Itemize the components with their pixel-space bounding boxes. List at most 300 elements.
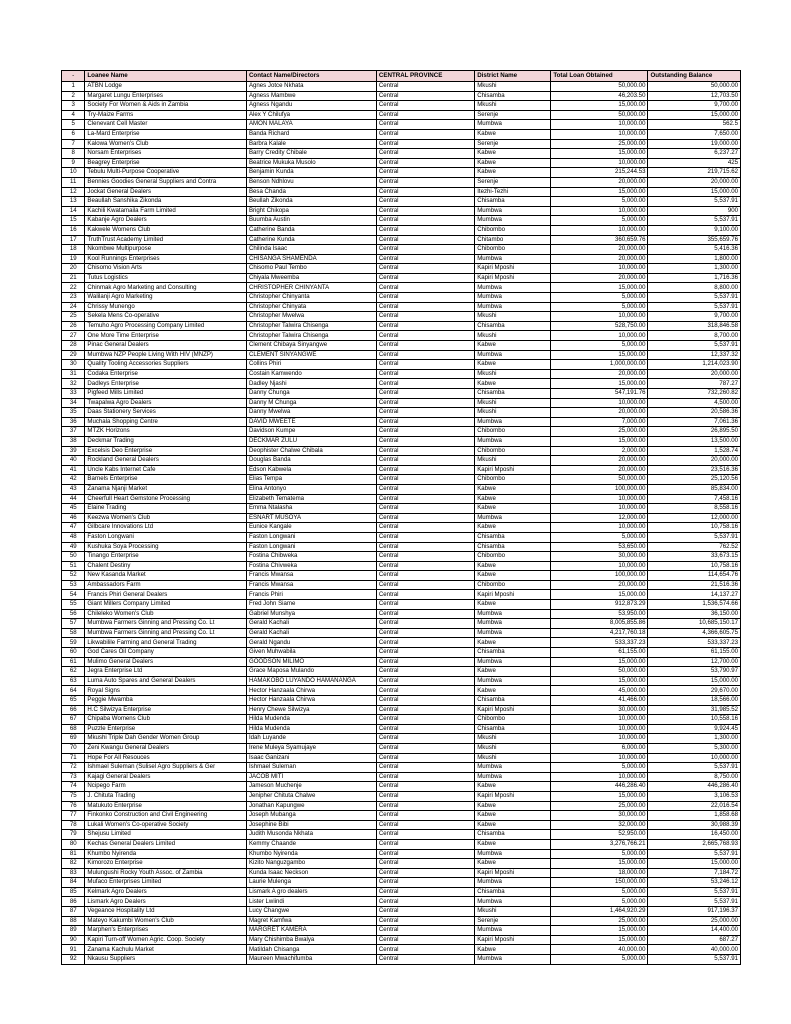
- province-cell: Central: [376, 667, 474, 677]
- header-index: -: [62, 71, 85, 82]
- district-name-cell: Chisamba: [475, 197, 551, 207]
- table-row: [62, 839, 741, 849]
- row-index-cell: 28: [62, 341, 85, 351]
- outstanding-balance-cell: 4,500.00: [648, 398, 741, 408]
- contact-name-cell: Laurie Mulenga: [246, 878, 376, 888]
- outstanding-balance-cell: 12,337.32: [648, 350, 741, 360]
- row-index-cell: 42: [62, 475, 85, 485]
- table-row: [62, 302, 741, 312]
- row-index-cell: 67: [62, 715, 85, 725]
- district-name-cell: Kapiri Mposhi: [475, 264, 551, 274]
- district-name-cell: Kabwe: [475, 811, 551, 821]
- province-cell: Central: [376, 312, 474, 322]
- outstanding-balance-cell: 7,650.00: [648, 129, 741, 139]
- district-name-cell: Mkushi: [475, 456, 551, 466]
- total-loan-cell: 100,000.00: [551, 484, 648, 494]
- loanee-name-cell: Vegeance Hospitality Ltd: [85, 907, 247, 917]
- total-loan-cell: 15,000.00: [551, 101, 648, 111]
- outstanding-balance-cell: 687.27: [648, 935, 741, 945]
- table-row: [62, 638, 741, 648]
- row-index-cell: 53: [62, 580, 85, 590]
- outstanding-balance-cell: 1,800.00: [648, 254, 741, 264]
- row-index-cell: 1: [62, 82, 85, 92]
- row-index-cell: 90: [62, 935, 85, 945]
- contact-name-cell: Agness Mambwe: [246, 91, 376, 101]
- loanee-name-cell: Clenevant Cell Master: [85, 120, 247, 130]
- outstanding-balance-cell: 5,537.91: [648, 849, 741, 859]
- total-loan-cell: 25,000.00: [551, 139, 648, 149]
- table-row: [62, 648, 741, 658]
- table-row: [62, 206, 741, 216]
- outstanding-balance-cell: 318,846.58: [648, 321, 741, 331]
- loanee-name-cell: Kajagi General Dealers: [85, 772, 247, 782]
- province-cell: Central: [376, 513, 474, 523]
- table-row: [62, 580, 741, 590]
- loanee-name-cell: Gilbcare Innovations Ltd: [85, 523, 247, 533]
- loanee-name-cell: Tutus Logistics: [85, 273, 247, 283]
- outstanding-balance-cell: 1,536,574.66: [648, 600, 741, 610]
- loanee-name-cell: H.C Silwizya Enterprise: [85, 705, 247, 715]
- loanee-name-cell: Chinmak Agro Marketing and Consulting: [85, 283, 247, 293]
- contact-name-cell: Beatrice Mukuka Musolo: [246, 158, 376, 168]
- province-cell: Central: [376, 389, 474, 399]
- province-cell: Central: [376, 648, 474, 658]
- table-row: [62, 542, 741, 552]
- loanee-name-cell: Twapalwa Agro Dealers: [85, 398, 247, 408]
- outstanding-balance-cell: 5,537.91: [648, 763, 741, 773]
- total-loan-cell: 5,000.00: [551, 197, 648, 207]
- total-loan-cell: 5,000.00: [551, 293, 648, 303]
- district-name-cell: Kabwe: [475, 600, 551, 610]
- total-loan-cell: 7,000.00: [551, 417, 648, 427]
- row-index-cell: 5: [62, 120, 85, 130]
- loanee-name-cell: Giant Millers Company Limited: [85, 600, 247, 610]
- province-cell: Central: [376, 859, 474, 869]
- row-index-cell: 70: [62, 743, 85, 753]
- loanee-name-cell: Zeni Kwangu General Dealers: [85, 743, 247, 753]
- outstanding-balance-cell: 13,500.00: [648, 436, 741, 446]
- total-loan-cell: 528,750.00: [551, 321, 648, 331]
- total-loan-cell: 15,000.00: [551, 590, 648, 600]
- district-name-cell: Chibombo: [475, 580, 551, 590]
- table-row: [62, 657, 741, 667]
- contact-name-cell: Eunice Kangale: [246, 523, 376, 533]
- loanee-name-cell: Cheerfull Heart Gemstone Processing: [85, 494, 247, 504]
- table-row: [62, 916, 741, 926]
- district-name-cell: Kabwe: [475, 667, 551, 677]
- row-index-cell: 52: [62, 571, 85, 581]
- loanee-name-cell: Shejusu Limited: [85, 830, 247, 840]
- row-index-cell: 56: [62, 609, 85, 619]
- district-name-cell: Kabwe: [475, 379, 551, 389]
- outstanding-balance-cell: 5,537.91: [648, 955, 741, 965]
- district-name-cell: Kabwe: [475, 504, 551, 514]
- province-cell: Central: [376, 590, 474, 600]
- province-cell: Central: [376, 696, 474, 706]
- province-cell: Central: [376, 868, 474, 878]
- contact-name-cell: Benson Ndhlovu: [246, 177, 376, 187]
- district-name-cell: Mumbwa: [475, 436, 551, 446]
- district-name-cell: Chisamba: [475, 724, 551, 734]
- table-row: [62, 321, 741, 331]
- contact-name-cell: Chisomo Paul Tembo: [246, 264, 376, 274]
- row-index-cell: 6: [62, 129, 85, 139]
- outstanding-balance-cell: 9,700.00: [648, 101, 741, 111]
- contact-name-cell: Khumbo Nyirenda: [246, 849, 376, 859]
- contact-name-cell: Agnes Jotce Nkhata: [246, 82, 376, 92]
- total-loan-cell: 446,286.40: [551, 782, 648, 792]
- header-contact-name: Contact Name/Directors: [246, 71, 376, 82]
- contact-name-cell: Josephine Bibi: [246, 820, 376, 830]
- table-row: [62, 868, 741, 878]
- outstanding-balance-cell: 23,516.36: [648, 465, 741, 475]
- table-row: [62, 935, 741, 945]
- contact-name-cell: Francis Phiri: [246, 590, 376, 600]
- table-row: [62, 523, 741, 533]
- row-index-cell: 25: [62, 312, 85, 322]
- district-name-cell: Mumbwa: [475, 302, 551, 312]
- district-name-cell: Mumbwa: [475, 513, 551, 523]
- row-index-cell: 17: [62, 235, 85, 245]
- table-row: [62, 552, 741, 562]
- contact-name-cell: CLEMENT SINYANGWE: [246, 350, 376, 360]
- district-name-cell: Chisamba: [475, 696, 551, 706]
- outstanding-balance-cell: 5,537.91: [648, 532, 741, 542]
- row-index-cell: 37: [62, 427, 85, 437]
- total-loan-cell: 5,000.00: [551, 216, 648, 226]
- total-loan-cell: 15,000.00: [551, 350, 648, 360]
- province-cell: Central: [376, 456, 474, 466]
- table-row: [62, 484, 741, 494]
- district-name-cell: Mumbwa: [475, 283, 551, 293]
- row-index-cell: 89: [62, 926, 85, 936]
- province-cell: Central: [376, 360, 474, 370]
- province-cell: Central: [376, 341, 474, 351]
- loanee-name-cell: Finkonko Construction and Civil Engineering: [85, 811, 247, 821]
- district-name-cell: Kabwe: [475, 686, 551, 696]
- table-row: [62, 168, 741, 178]
- loanee-name-cell: Mateyo Kakumbi Women's Club: [85, 916, 247, 926]
- outstanding-balance-cell: 40,000.00: [648, 945, 741, 955]
- outstanding-balance-cell: 787.27: [648, 379, 741, 389]
- loanee-name-cell: Rockland General Dealers: [85, 456, 247, 466]
- contact-name-cell: Benjamin Kunda: [246, 168, 376, 178]
- loanee-name-cell: Dadleys Enterprise: [85, 379, 247, 389]
- province-cell: Central: [376, 504, 474, 514]
- outstanding-balance-cell: 15,000.00: [648, 187, 741, 197]
- province-cell: Central: [376, 523, 474, 533]
- district-name-cell: Itezhi-Tezhi: [475, 187, 551, 197]
- outstanding-balance-cell: 10,758.16: [648, 523, 741, 533]
- loanee-name-cell: Chisomo Vision Arts: [85, 264, 247, 274]
- province-cell: Central: [376, 571, 474, 581]
- province-cell: Central: [376, 494, 474, 504]
- outstanding-balance-cell: 16,450.00: [648, 830, 741, 840]
- table-row: [62, 158, 741, 168]
- table-row: [62, 225, 741, 235]
- province-cell: Central: [376, 475, 474, 485]
- outstanding-balance-cell: 26,895.50: [648, 427, 741, 437]
- contact-name-cell: Bright Chikopa: [246, 206, 376, 216]
- outstanding-balance-cell: 533,337.23: [648, 638, 741, 648]
- table-row: [62, 475, 741, 485]
- province-cell: Central: [376, 811, 474, 821]
- district-name-cell: Mumbwa: [475, 878, 551, 888]
- total-loan-cell: 5,000.00: [551, 897, 648, 907]
- contact-name-cell: Hilda Mudenda: [246, 724, 376, 734]
- table-row: [62, 341, 741, 351]
- contact-name-cell: DAVID MWEETE: [246, 417, 376, 427]
- province-cell: Central: [376, 120, 474, 130]
- contact-name-cell: Lucy Changwe: [246, 907, 376, 917]
- district-name-cell: Chibombo: [475, 427, 551, 437]
- loanee-name-cell: Luma Auto Spares and General Dealers: [85, 676, 247, 686]
- row-index-cell: 3: [62, 101, 85, 111]
- district-name-cell: Chibombo: [475, 475, 551, 485]
- row-index-cell: 57: [62, 619, 85, 629]
- loanee-name-cell: Temuho Agro Processing Company Limited: [85, 321, 247, 331]
- outstanding-balance-cell: 10,685,150.17: [648, 619, 741, 629]
- province-cell: Central: [376, 369, 474, 379]
- outstanding-balance-cell: 5,537.91: [648, 197, 741, 207]
- loanee-name-cell: Norsam Enterprises: [85, 149, 247, 159]
- outstanding-balance-cell: 31,985.52: [648, 705, 741, 715]
- loanee-name-cell: Khumbo Nyirenda: [85, 849, 247, 859]
- loanee-name-cell: Uncle Kabs Internet Cafe: [85, 465, 247, 475]
- row-index-cell: 66: [62, 705, 85, 715]
- province-cell: Central: [376, 139, 474, 149]
- province-cell: Central: [376, 321, 474, 331]
- outstanding-balance-cell: 1,858.68: [648, 811, 741, 821]
- province-cell: Central: [376, 254, 474, 264]
- district-name-cell: Mkushi: [475, 398, 551, 408]
- total-loan-cell: 3,276,766.21: [551, 839, 648, 849]
- province-cell: Central: [376, 955, 474, 965]
- total-loan-cell: 45,000.00: [551, 686, 648, 696]
- district-name-cell: Mumbwa: [475, 897, 551, 907]
- table-row: [62, 504, 741, 514]
- province-cell: Central: [376, 791, 474, 801]
- outstanding-balance-cell: 30,988.39: [648, 820, 741, 830]
- total-loan-cell: 15,000.00: [551, 935, 648, 945]
- loanee-name-cell: Mulungushi Rocky Youth Assoc. of Zambia: [85, 868, 247, 878]
- row-index-cell: 62: [62, 667, 85, 677]
- total-loan-cell: 10,000.00: [551, 129, 648, 139]
- district-name-cell: Chisamba: [475, 887, 551, 897]
- contact-name-cell: Fostina Chibweka: [246, 552, 376, 562]
- row-index-cell: 46: [62, 513, 85, 523]
- row-index-cell: 8: [62, 149, 85, 159]
- province-cell: Central: [376, 427, 474, 437]
- table-row: [62, 312, 741, 322]
- loanee-name-cell: Kool Runnings Enterprises: [85, 254, 247, 264]
- loanee-name-cell: Jegra Enterprise Ltd: [85, 667, 247, 677]
- total-loan-cell: 10,000.00: [551, 753, 648, 763]
- loanee-name-cell: Sekela Mens Co-operative: [85, 312, 247, 322]
- contact-name-cell: Kunda Isaac Neckson: [246, 868, 376, 878]
- header-province: CENTRAL PROVINCE: [376, 71, 474, 82]
- total-loan-cell: 4,217,760.18: [551, 628, 648, 638]
- district-name-cell: Kapiri Mposhi: [475, 590, 551, 600]
- outstanding-balance-cell: 10,558.16: [648, 715, 741, 725]
- district-name-cell: Mkushi: [475, 101, 551, 111]
- contact-name-cell: Judith Musonda Nkhata: [246, 830, 376, 840]
- outstanding-balance-cell: 5,537.91: [648, 897, 741, 907]
- row-index-cell: 2: [62, 91, 85, 101]
- contact-name-cell: Henry Chewe Silwizya: [246, 705, 376, 715]
- total-loan-cell: 32,000.00: [551, 820, 648, 830]
- total-loan-cell: 5,000.00: [551, 302, 648, 312]
- outstanding-balance-cell: 1,214,023.90: [648, 360, 741, 370]
- contact-name-cell: Hector Hanzaala Chirwa: [246, 696, 376, 706]
- table-row: [62, 820, 741, 830]
- table-row: [62, 619, 741, 629]
- province-cell: Central: [376, 216, 474, 226]
- province-cell: Central: [376, 878, 474, 888]
- contact-name-cell: Beullah Zikonda: [246, 197, 376, 207]
- table-row: [62, 609, 741, 619]
- province-cell: Central: [376, 676, 474, 686]
- loanee-name-cell: Elaine Trading: [85, 504, 247, 514]
- row-index-cell: 30: [62, 360, 85, 370]
- contact-name-cell: Idah Luyande: [246, 734, 376, 744]
- loanee-name-cell: Kimorozo Enterprise: [85, 859, 247, 869]
- outstanding-balance-cell: 12,703.50: [648, 91, 741, 101]
- loanee-name-cell: Jockat General Dealers: [85, 187, 247, 197]
- loanee-name-cell: One More Time Enterprise: [85, 331, 247, 341]
- total-loan-cell: 61,155.00: [551, 648, 648, 658]
- province-cell: Central: [376, 532, 474, 542]
- row-index-cell: 16: [62, 225, 85, 235]
- total-loan-cell: 30,000.00: [551, 552, 648, 562]
- loanee-name-cell: Daas Stationery Services: [85, 408, 247, 418]
- district-name-cell: Serenje: [475, 916, 551, 926]
- loanee-name-cell: Mumbwa NZP People Living With HIV (MNZP): [85, 350, 247, 360]
- total-loan-cell: 8,005,855.86: [551, 619, 648, 629]
- loanee-name-cell: Barnels Enterprise: [85, 475, 247, 485]
- total-loan-cell: 10,000.00: [551, 504, 648, 514]
- province-cell: Central: [376, 398, 474, 408]
- row-index-cell: 34: [62, 398, 85, 408]
- total-loan-cell: 30,000.00: [551, 811, 648, 821]
- total-loan-cell: 533,337.23: [551, 638, 648, 648]
- total-loan-cell: 10,000.00: [551, 724, 648, 734]
- contact-name-cell: Gerald Ngandu: [246, 638, 376, 648]
- district-name-cell: Mkushi: [475, 907, 551, 917]
- total-loan-cell: 15,000.00: [551, 926, 648, 936]
- outstanding-balance-cell: 25,120.56: [648, 475, 741, 485]
- total-loan-cell: 5,000.00: [551, 955, 648, 965]
- table-row: [62, 177, 741, 187]
- district-name-cell: Mumbwa: [475, 216, 551, 226]
- province-cell: Central: [376, 628, 474, 638]
- contact-name-cell: Barbra Kalale: [246, 139, 376, 149]
- district-name-cell: Mumbwa: [475, 254, 551, 264]
- province-cell: Central: [376, 734, 474, 744]
- district-name-cell: Kapiri Mposhi: [475, 868, 551, 878]
- row-index-cell: 7: [62, 139, 85, 149]
- district-name-cell: Chisamba: [475, 321, 551, 331]
- total-loan-cell: 912,873.29: [551, 600, 648, 610]
- outstanding-balance-cell: 18,566.00: [648, 696, 741, 706]
- table-row: [62, 408, 741, 418]
- total-loan-cell: 20,000.00: [551, 456, 648, 466]
- province-cell: Central: [376, 907, 474, 917]
- contact-name-cell: AMON MALAYA: [246, 120, 376, 130]
- district-name-cell: Mumbwa: [475, 293, 551, 303]
- contact-name-cell: Costain Kamwendo: [246, 369, 376, 379]
- table-row: [62, 955, 741, 965]
- row-index-cell: 10: [62, 168, 85, 178]
- loanee-name-cell: Likwabilile Farming and General Trading: [85, 638, 247, 648]
- row-index-cell: 13: [62, 197, 85, 207]
- district-name-cell: Serenje: [475, 177, 551, 187]
- loanee-name-cell: Chrissy Munengo: [85, 302, 247, 312]
- loanee-name-cell: TruthTrust Academy Limited: [85, 235, 247, 245]
- outstanding-balance-cell: 5,537.91: [648, 302, 741, 312]
- outstanding-balance-cell: 562.5: [648, 120, 741, 130]
- loanee-name-cell: Hope For All Resouces: [85, 753, 247, 763]
- total-loan-cell: 50,000.00: [551, 82, 648, 92]
- province-cell: Central: [376, 149, 474, 159]
- table-row: [62, 436, 741, 446]
- total-loan-cell: 10,000.00: [551, 331, 648, 341]
- province-cell: Central: [376, 91, 474, 101]
- row-index-cell: 75: [62, 791, 85, 801]
- district-name-cell: Chisamba: [475, 532, 551, 542]
- table-row: [62, 532, 741, 542]
- total-loan-cell: 30,000.00: [551, 705, 648, 715]
- outstanding-balance-cell: 5,537.91: [648, 216, 741, 226]
- outstanding-balance-cell: 917,196.37: [648, 907, 741, 917]
- district-name-cell: Kabwe: [475, 494, 551, 504]
- province-cell: Central: [376, 887, 474, 897]
- table-row: [62, 129, 741, 139]
- loanee-name-cell: Ambassadors Farm: [85, 580, 247, 590]
- total-loan-cell: 25,000.00: [551, 801, 648, 811]
- loanee-name-cell: Chileleko Women's Club: [85, 609, 247, 619]
- province-cell: Central: [376, 897, 474, 907]
- district-name-cell: Chitambo: [475, 235, 551, 245]
- contact-name-cell: Gerald Kachali: [246, 628, 376, 638]
- district-name-cell: Mkushi: [475, 312, 551, 322]
- row-index-cell: 81: [62, 849, 85, 859]
- province-cell: Central: [376, 705, 474, 715]
- district-name-cell: Chibombo: [475, 715, 551, 725]
- row-index-cell: 19: [62, 254, 85, 264]
- table-row: [62, 197, 741, 207]
- contact-name-cell: Christopher Chinyata: [246, 302, 376, 312]
- outstanding-balance-cell: 9,100.00: [648, 225, 741, 235]
- table-row: [62, 734, 741, 744]
- row-index-cell: 83: [62, 868, 85, 878]
- contact-name-cell: Danny M Chunga: [246, 398, 376, 408]
- loanee-name-cell: La-Mard Enterprise: [85, 129, 247, 139]
- total-loan-cell: 52,950.00: [551, 830, 648, 840]
- province-cell: Central: [376, 935, 474, 945]
- district-name-cell: Chisamba: [475, 91, 551, 101]
- loanee-name-cell: MTZK Horizons: [85, 427, 247, 437]
- row-index-cell: 85: [62, 887, 85, 897]
- contact-name-cell: Catherine Banda: [246, 225, 376, 235]
- row-index-cell: 29: [62, 350, 85, 360]
- loanee-name-cell: Keezwa Women's Club: [85, 513, 247, 523]
- table-row: [62, 446, 741, 456]
- contact-name-cell: DECKMAR ZULU: [246, 436, 376, 446]
- loanee-name-cell: Kushuka Soya Processing: [85, 542, 247, 552]
- loanee-name-cell: New Kasanda Market: [85, 571, 247, 581]
- province-cell: Central: [376, 408, 474, 418]
